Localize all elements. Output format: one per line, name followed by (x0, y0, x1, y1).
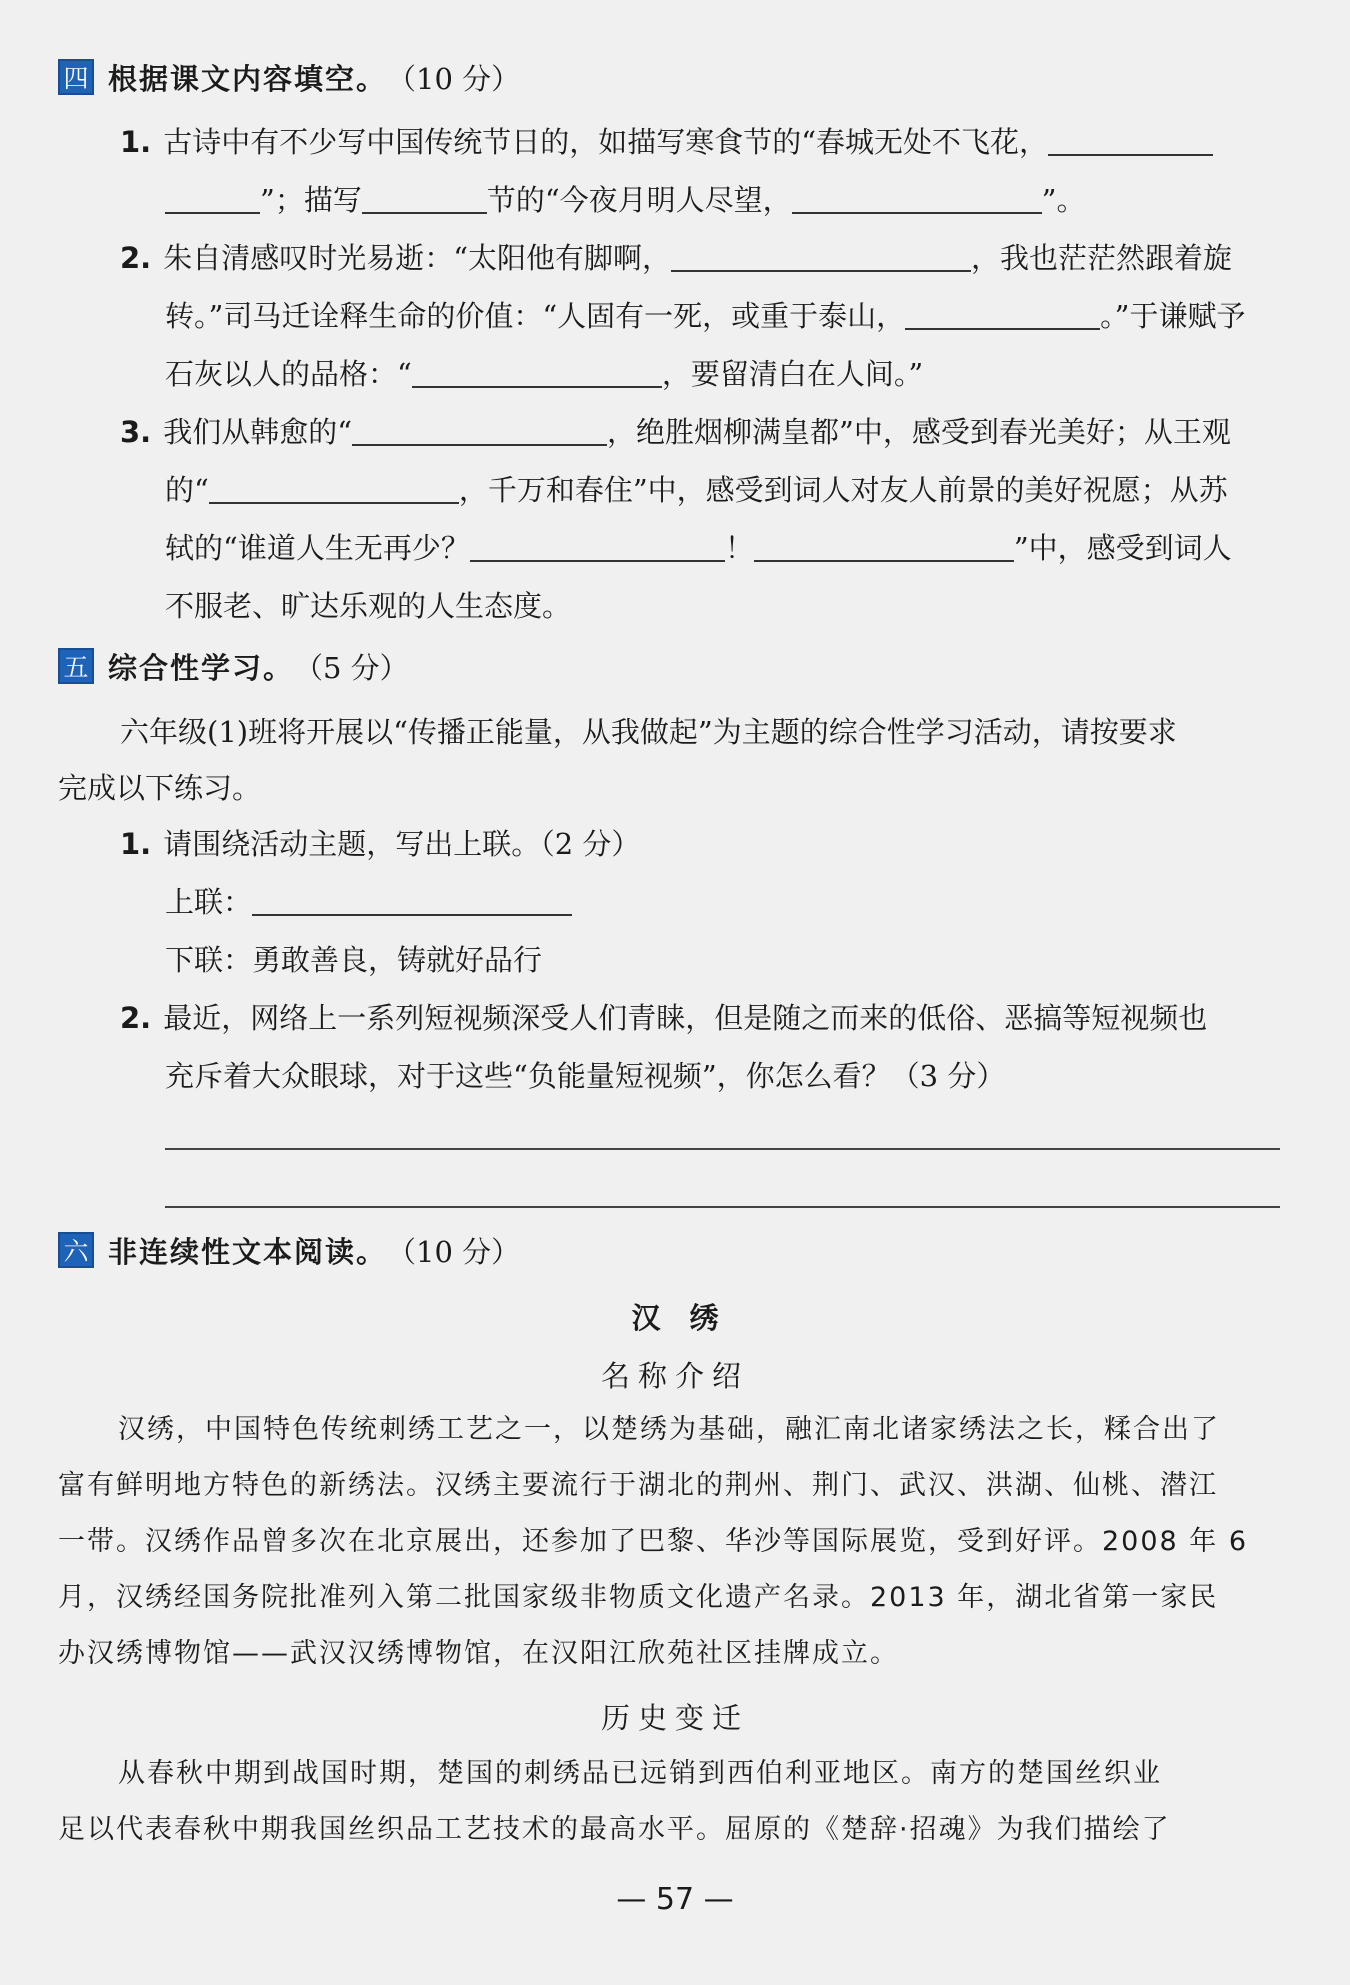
s4-q3-text-b: ，绝胜烟柳满皇都”中，感受到春光美好；从王观 (607, 415, 1231, 449)
s4-q3-number: 3. (120, 415, 152, 449)
section-4-header (58, 55, 520, 99)
s4-q3-text-d: ，千万和春住”中，感受到词人对友人前景的美好祝愿；从苏 (458, 473, 1228, 507)
s4-q1-text-b: ”；描写 (260, 183, 362, 217)
s4-q1-blank1b[interactable] (165, 182, 260, 214)
page-number: — 57 — (616, 1882, 734, 1917)
section-6-header (58, 1228, 520, 1272)
s5-q1-number: 1. (120, 827, 152, 861)
p2-line1: 从春秋中期到战国时期，楚国的刺绣品已远销到西伯利亚地区。南方的楚国丝织业 (118, 1758, 1162, 1789)
section-6-title: 非连续性文本阅读。 (108, 1234, 388, 1269)
s4-q3-text-f: ！ (724, 531, 754, 565)
s4-q3-text-c: 的“ (165, 473, 209, 507)
s5-q1-upper-label: 上联： (165, 885, 253, 919)
p1-line3: 一带。汉绣作品曾多次在北京展出，还参加了巴黎、华沙等国际展览，受到好评。2008 年 6 (58, 1526, 1249, 1557)
s4-q1-line2 (165, 180, 1085, 220)
s4-q1-blank3[interactable] (792, 182, 1042, 214)
s5-q1-upper (165, 882, 572, 922)
s5-q1-text: 请围绕活动主题，写出上联。（2 分） (163, 827, 641, 861)
s5-answer-line-1[interactable] (165, 1148, 1280, 1150)
s4-q2-blank3[interactable] (412, 356, 662, 388)
s4-q2-blank1[interactable] (671, 240, 971, 272)
s4-q3-text-a: 我们从韩愈的“ (163, 415, 353, 449)
p1-line5: 办汉绣博物馆——武汉汉绣博物馆，在汉阳江欣苑社区挂牌成立。 (58, 1638, 899, 1669)
s5-q2-number: 2. (120, 1001, 152, 1035)
s4-q2-text-a: 朱自清感叹时光易逝：“太阳他有脚啊， (163, 241, 672, 275)
s4-q2-text-b: ，我也茫茫然跟着旋 (971, 241, 1233, 275)
s4-q2-blank2[interactable] (905, 298, 1100, 330)
section-5-header (58, 644, 409, 688)
s4-q3-blank4[interactable] (754, 530, 1014, 562)
p1-line2: 富有鲜明地方特色的新绣法。汉绣主要流行于湖北的荆州、荆门、武汉、洪湖、仙桃、潜江 (58, 1470, 1218, 1501)
p1-line1: 汉绣，中国特色传统刺绣工艺之一，以楚绣为基础，融汇南北诸家绣法之长，糅合出了 (118, 1414, 1220, 1445)
s4-q3-blank2[interactable] (209, 472, 459, 504)
subheading-name-intro: 名称介绍 (600, 1359, 749, 1393)
s5-intro-line1: 六年级(1)班将开展以“传播正能量，从我做起”为主题的综合性学习活动，请按要求 (120, 715, 1177, 749)
s5-q2-text-a: 最近，网络上一系列短视频深受人们青睐，但是随之而来的低俗、恶搞等短视频也 (163, 1001, 1208, 1035)
s4-q2-text-f: ，要留清白在人间。” (661, 357, 924, 391)
s4-q3-blank3[interactable] (470, 530, 725, 562)
s4-q2-line2 (165, 296, 1245, 336)
section-4-number: 四 (58, 59, 94, 95)
s5-q1-line (120, 824, 640, 864)
p2-line2: 足以代表春秋中期我国丝织品工艺技术的最高水平。屈原的《楚辞·招魂》为我们描绘了 (58, 1814, 1171, 1845)
s4-q1-text-c: 节的“今夜月明人尽望， (486, 183, 792, 217)
s4-q3-line1 (120, 412, 1231, 452)
section-4-title: 根据课文内容填空。 (108, 61, 388, 96)
s4-q1-line1 (120, 122, 1213, 162)
section-5-score: （5 分） (294, 650, 409, 685)
s4-q2-line3 (165, 354, 923, 394)
section-4-score: （10 分） (387, 61, 521, 96)
s4-q3-line4: 不服老、旷达乐观的人生态度。 (165, 589, 572, 623)
s4-q1-text-d: ”。 (1041, 183, 1086, 217)
s5-answer-line-2[interactable] (165, 1206, 1280, 1208)
s4-q1-number: 1. (120, 125, 152, 159)
s5-intro-line2: 完成以下练习。 (58, 771, 262, 805)
s4-q1-text-a: 古诗中有不少写中国传统节日的，如描写寒食节的“春城无处不飞花， (163, 125, 1049, 159)
s5-q2-line1 (120, 998, 1207, 1038)
s5-q1-lower: 下联：勇敢善良，铸就好品行 (165, 943, 543, 977)
section-6-score: （10 分） (387, 1234, 521, 1269)
article-title: 汉 绣 (631, 1301, 719, 1335)
s4-q2-line1 (120, 238, 1232, 278)
section-5-title: 综合性学习。 (108, 650, 295, 685)
section-6-number: 六 (58, 1232, 94, 1268)
s4-q3-line3 (165, 528, 1232, 568)
subheading-history: 历史变迁 (600, 1701, 749, 1735)
s4-q3-text-g: ”中，感受到词人 (1013, 531, 1232, 565)
s4-q2-text-d: 。”于谦赋予 (1100, 299, 1246, 333)
s4-q2-text-c: 转。”司马迁诠释生命的价值：“人固有一死，或重于泰山， (165, 299, 906, 333)
s4-q3-blank1[interactable] (352, 414, 607, 446)
s4-q3-text-e: 轼的“谁道人生无再少？ (165, 531, 470, 565)
section-5-number: 五 (58, 648, 94, 684)
s4-q3-line2 (165, 470, 1228, 510)
s4-q1-blank2[interactable] (362, 182, 487, 214)
s4-q2-number: 2. (120, 241, 152, 275)
s4-q1-blank1[interactable] (1048, 124, 1213, 156)
s4-q2-text-e: 石灰以人的品格：“ (165, 357, 412, 391)
p1-line4: 月，汉绣经国务院批准列入第二批国家级非物质文化遗产名录。2013 年，湖北省第一家民 (58, 1582, 1219, 1613)
s5-q1-upper-blank[interactable] (252, 884, 572, 916)
s5-q2-line2: 充斥着大众眼球，对于这些“负能量短视频”，你怎么看？（3 分） (165, 1059, 1006, 1093)
